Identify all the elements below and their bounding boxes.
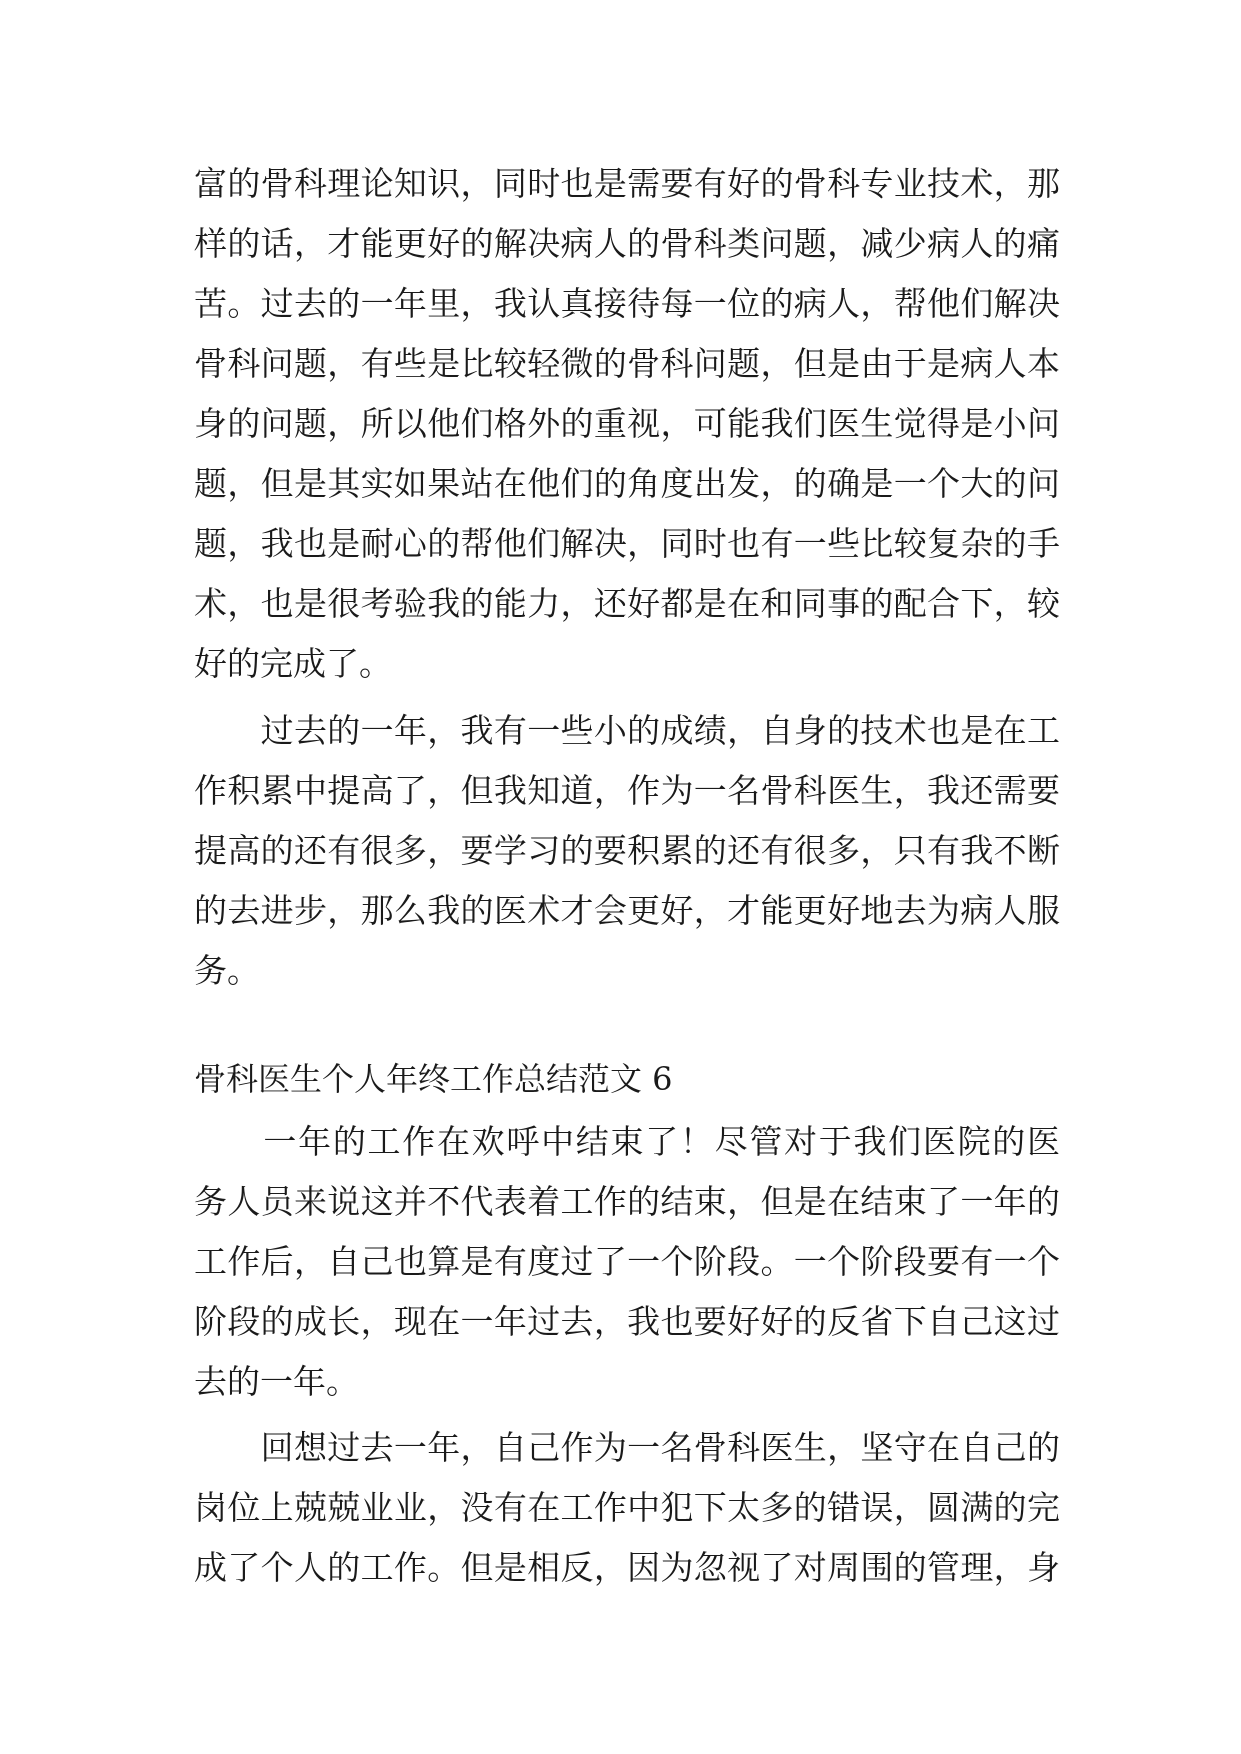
paragraph-line: 过去的一年，我有一些小的成绩，自身的技术也是在工 bbox=[194, 711, 1060, 750]
paragraph-line: 岗位上兢兢业业，没有在工作中犯下太多的错误，圆满的完 bbox=[194, 1488, 1060, 1527]
paragraph-line: 一年的工作在欢呼中结束了！尽管对于我们医院的医 bbox=[194, 1122, 1060, 1161]
paragraph-line: 务。 bbox=[194, 951, 260, 990]
paragraph-line: 作积累中提高了，但我知道，作为一名骨科医生，我还需要 bbox=[194, 771, 1060, 810]
paragraph-line: 身的问题，所以他们格外的重视，可能我们医生觉得是小问 bbox=[194, 404, 1060, 443]
paragraph-line: 阶段的成长，现在一年过去，我也要好好的反省下自己这过 bbox=[194, 1302, 1060, 1341]
paragraph-line: 苦。过去的一年里，我认真接待每一位的病人，帮他们解决 bbox=[194, 284, 1060, 323]
paragraph-line: 工作后，自己也算是有度过了一个阶段。一个阶段要有一个 bbox=[194, 1242, 1060, 1281]
paragraph-line: 富的骨科理论知识，同时也是需要有好的骨科专业技术，那 bbox=[194, 164, 1060, 203]
paragraph-line: 务人员来说这并不代表着工作的结束，但是在结束了一年的 bbox=[194, 1182, 1060, 1221]
paragraph-line: 去的一年。 bbox=[194, 1362, 359, 1401]
paragraph-line: 好的完成了。 bbox=[194, 644, 392, 683]
paragraph-line: 提高的还有很多，要学习的要积累的还有很多，只有我不断 bbox=[194, 831, 1060, 870]
section-heading: 骨科医生个人年终工作总结范文 6 bbox=[194, 1060, 673, 1098]
paragraph-line: 的去进步，那么我的医术才会更好，才能更好地去为病人服 bbox=[194, 891, 1060, 930]
paragraph-line: 样的话，才能更好的解决病人的骨科类问题，减少病人的痛 bbox=[194, 224, 1060, 263]
paragraph-line: 题，我也是耐心的帮他们解决，同时也有一些比较复杂的手 bbox=[194, 524, 1060, 563]
paragraph-line: 回想过去一年，自己作为一名骨科医生，坚守在自己的 bbox=[194, 1428, 1060, 1467]
paragraph-line: 骨科问题，有些是比较轻微的骨科问题，但是由于是病人本 bbox=[194, 344, 1060, 383]
paragraph-line: 题，但是其实如果站在他们的角度出发，的确是一个大的问 bbox=[194, 464, 1060, 503]
paragraph-line: 成了个人的工作。但是相反，因为忽视了对周围的管理，身 bbox=[194, 1548, 1060, 1587]
paragraph-line: 术，也是很考验我的能力，还好都是在和同事的配合下，较 bbox=[194, 584, 1060, 623]
